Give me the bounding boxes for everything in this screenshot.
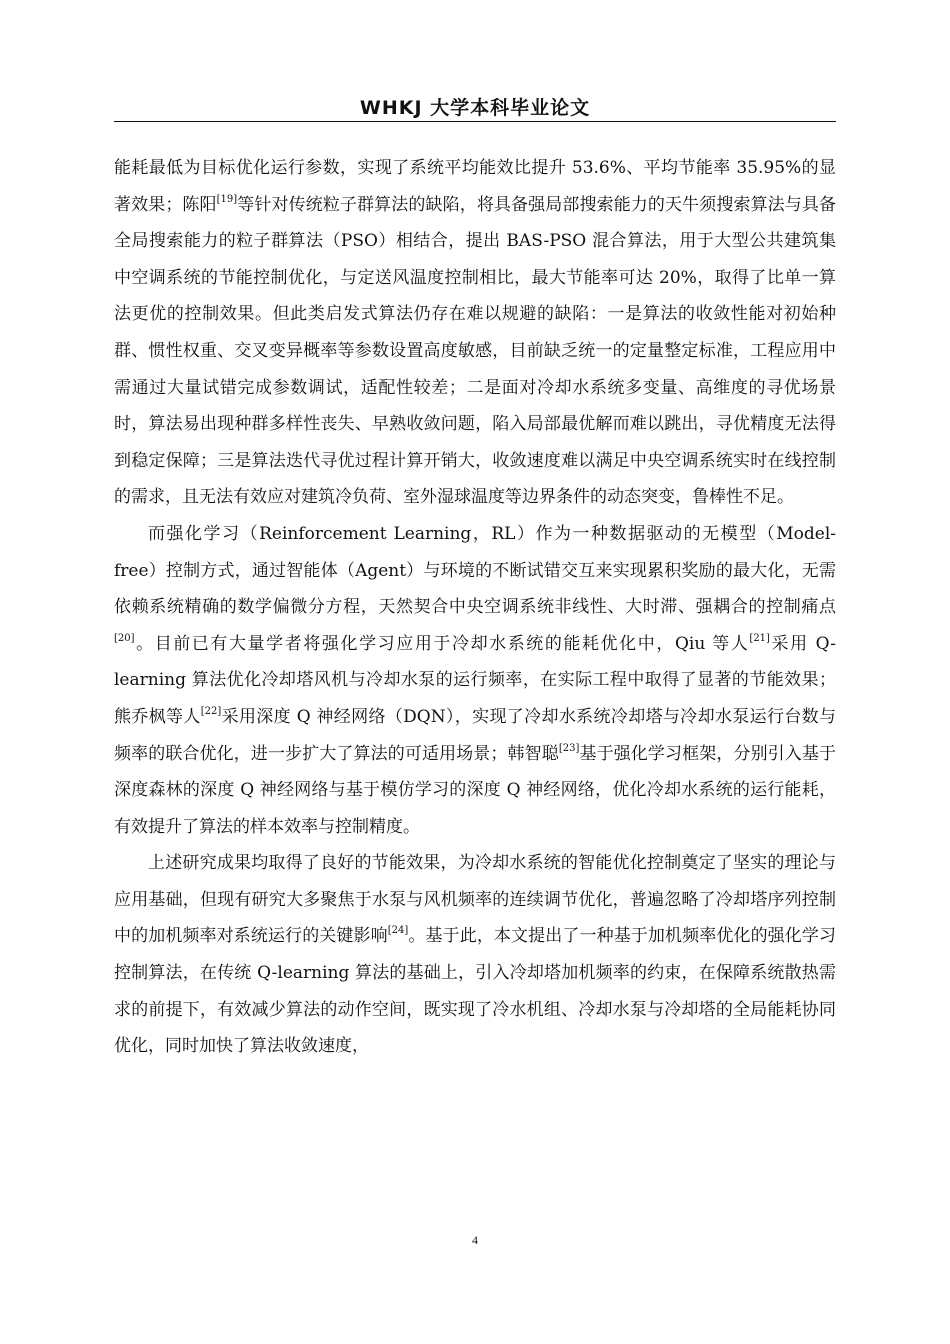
text-run: 基于强化学习框架，分别引入基于深度森林的深度 Q 神经网络与基于模仿学习的深度 Q 神经网络，优化冷却水系统的运行能耗，有效提升了算法的样本效率与控制精度。 [114,743,837,837]
text-run: 等针对传统粒子群算法的缺陷，将具备强局部搜索能力的天牛须搜索算法与具备全局搜索能力的粒子群算法（PSO）相结合，提出 BAS-PSO 混合算法，用于大型公共建筑集中空调系统的节能控制优化，与定送风温度控制相比，最大节能率可达 20%，取得了比单一算法更优的控制效果。但此类启发式算法仍存在难以规避的缺陷：一是算法的收敛性能对初始种群、惯性权重、交叉变异概率等参数设置高度敏感，目前缺乏统一的定量整定标准，工程应用中需通过大量试错完成参数调试，适配性较差；二是面对冷却水系统多变量、高维度的寻优场景时，算法易出现种群多样性丧失、早熟收敛问题，陷入局部最优解而难以跳出，寻优精度无法得到稳定保障；三是算法迭代寻优过程计算开销大，收敛速度难以满足中央空调系统实时在线控制的需求，且无法有效应对建筑冷负荷、室外湿球温度等边界条件的动态突变，鲁棒性不足。 [114,194,837,508]
page-number: 4 [472,1233,478,1247]
text-run: 采用深度 Q 神经网络（DQN），实现了冷却水系统冷却塔与冷却水泵运行台数与频率的联合优化，进一步扩大了算法的可适用场景；韩智聪 [114,706,837,764]
citation-ref: [19] [216,193,238,205]
text-run: 采用 Q-learning 算法优化冷却塔风机与冷却水泵的运行频率，在实际工程中取得了显著的节能效果；熊乔枫等人 [114,633,836,727]
text-run: 上述研究成果均取得了良好的节能效果，为冷却水系统的智能优化控制奠定了坚实的理论与应用基础，但现有研究大多聚焦于水泵与风机频率的连续调节优化，普遍忽略了冷却塔序列控制中的加机频率对系统运行的关键影响 [114,853,836,947]
citation-ref: [24] [387,925,409,937]
citation-ref: [23] [558,742,580,754]
citation-ref: [22] [200,705,222,717]
text-run: 。基于此，本文提出了一种基于加机频率优化的强化学习控制算法，在传统 Q-learning 算法的基础上，引入冷却塔加机频率的约束，在保障系统散热需求的前提下，有效减少算法的动作空间，既实现了冷水机组、冷却水泵与冷却塔的全局能耗协同优化，同时加快了算法收敛速度， [114,926,837,1057]
text-run: 能耗最低为目标优化运行参数，实现了系统平均能效比提升 53.6%、平均节能率 35.95%的显著效果；陈阳 [114,158,836,215]
header-rule [114,121,836,122]
paragraph [114,845,836,1065]
page-header-title: WHKJ 大学本科毕业论文 [359,97,591,119]
text-run: 。目前已有大量学者将强化学习应用于冷却水系统的能耗优化中，Qiu 等人 [134,633,750,654]
citation-ref: [21] [749,632,770,644]
main-text-body [114,150,836,1065]
citation-ref: [20] [114,632,135,644]
paragraph [114,150,836,516]
text-run: 而强化学习（Reinforcement Learning，RL）作为一种数据驱动的无模型（Model-free）控制方式，通过智能体（Agent）与环境的不断试错交互来实现累积奖励的最大化，无需依赖系统精确的数学偏微分方程，天然契合中央空调系统非线性、大时滞、强耦合的控制痛点 [114,523,836,618]
paragraph [114,516,836,845]
